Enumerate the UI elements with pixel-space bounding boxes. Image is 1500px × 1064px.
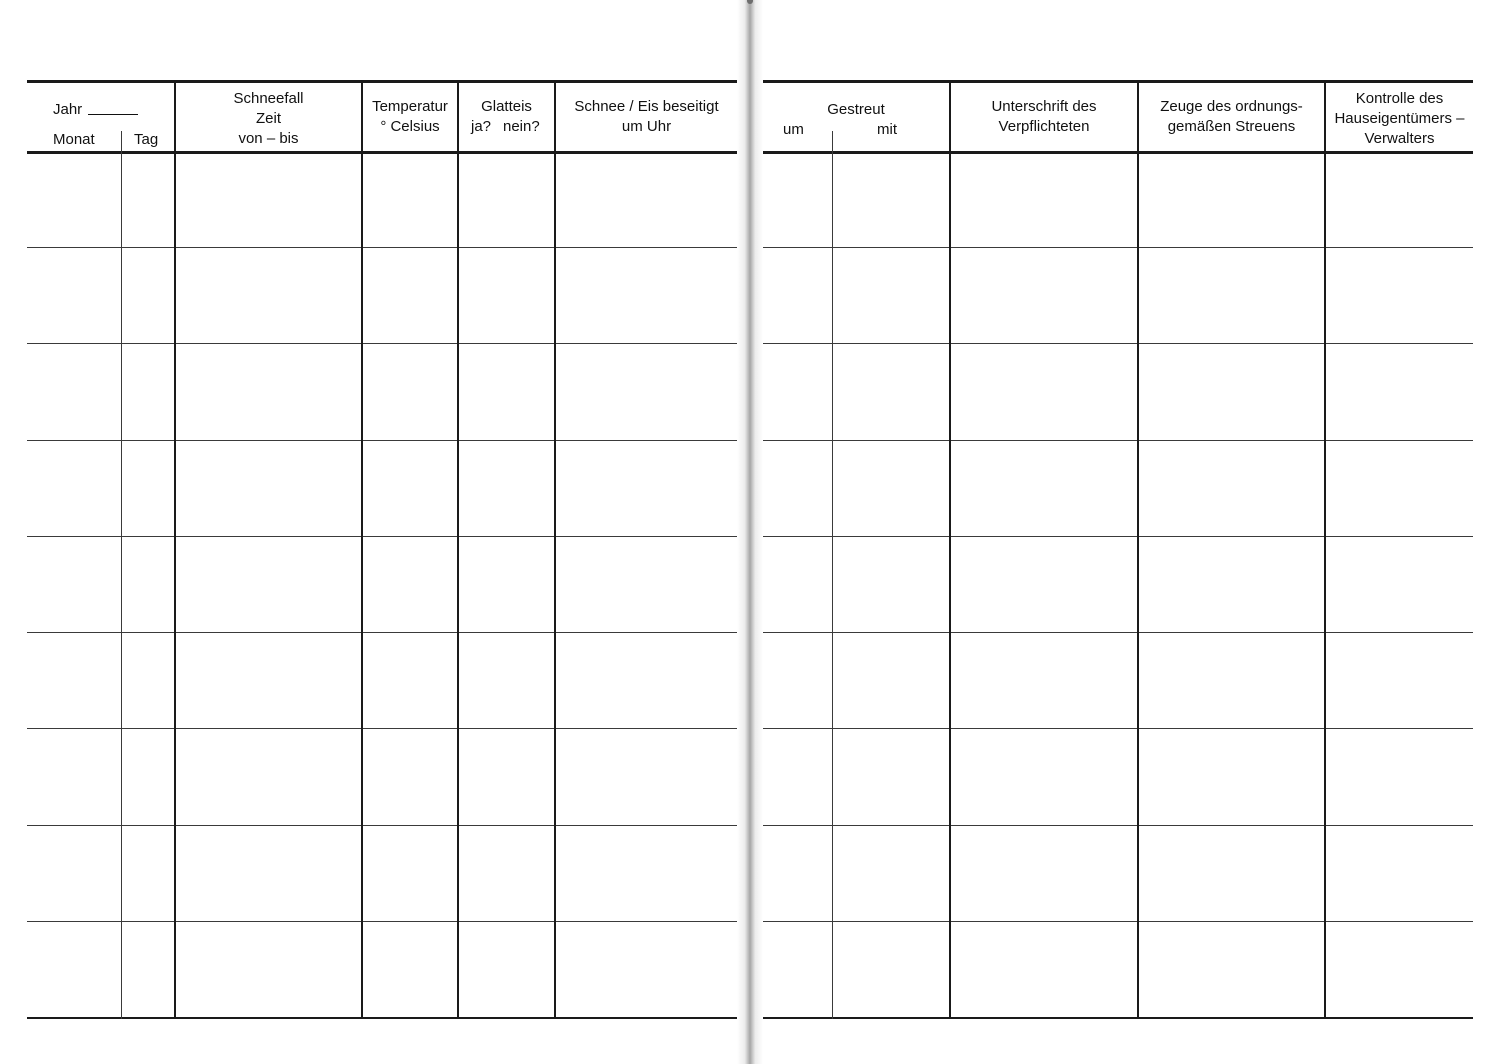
header-bottom-rule: [763, 151, 1473, 154]
column-divider: [1137, 82, 1139, 1019]
right-page: [757, 0, 1500, 1064]
tag-label: Tag: [134, 131, 159, 148]
column-divider: [554, 82, 556, 1019]
monat-tag-divider: [121, 131, 122, 1019]
row-rule: [27, 825, 737, 826]
row-rule: [763, 343, 1473, 344]
zeuge-line-2: gemäßen Streuens: [1167, 118, 1296, 135]
gestreut-label: Gestreut: [827, 101, 885, 118]
glatteis-header: [459, 97, 554, 117]
kontrolle-header: [1326, 89, 1473, 149]
mit-label: mit: [877, 121, 897, 138]
row-rule: [27, 632, 737, 633]
schneefall-header: [176, 89, 361, 149]
table-top-rule: [27, 80, 737, 83]
um-label: um: [783, 121, 804, 138]
glatteis-ja-label: ja?: [471, 118, 492, 135]
row-rule: [763, 825, 1473, 826]
row-rule: [763, 536, 1473, 537]
schneefall-line-3: von – bis: [238, 130, 299, 147]
monat-label: Monat: [53, 131, 95, 148]
unterschrift-line-1: Unterschrift des: [991, 98, 1097, 115]
table-bottom-rule: [27, 1017, 737, 1019]
row-rule: [27, 921, 737, 922]
um-mit-divider: [832, 131, 833, 1019]
schnee-eis-line-1: Schnee / Eis beseitigt: [574, 98, 719, 115]
row-rule: [763, 632, 1473, 633]
row-rule: [27, 728, 737, 729]
zeuge-line-1: Zeuge des ordnungs-: [1160, 98, 1303, 115]
temperatur-header: [363, 97, 457, 137]
column-divider: [361, 82, 363, 1019]
kontrolle-line-2: Hauseigentümers –: [1334, 110, 1465, 127]
schnee-eis-header: [556, 97, 737, 137]
row-rule: [763, 921, 1473, 922]
table-top-rule: [763, 80, 1473, 83]
table-bottom-rule: [763, 1017, 1473, 1019]
row-rule: [763, 728, 1473, 729]
row-rule: [763, 440, 1473, 441]
column-divider: [457, 82, 459, 1019]
schneefall-line-2: Zeit: [255, 110, 281, 127]
glatteis-label: Glatteis: [481, 98, 532, 115]
header-bottom-rule: [27, 151, 737, 154]
column-divider: [174, 82, 176, 1019]
row-rule: [27, 247, 737, 248]
row-rule: [763, 247, 1473, 248]
unterschrift-line-2: Verpflichteten: [998, 118, 1090, 135]
kontrolle-line-1: Kontrolle des: [1355, 90, 1444, 107]
left-page: [0, 0, 743, 1064]
jahr-fill-line: [88, 114, 138, 115]
row-rule: [27, 343, 737, 344]
schnee-eis-line-2: um Uhr: [621, 118, 672, 135]
schneefall-line-1: Schneefall: [233, 90, 304, 107]
row-rule: [27, 536, 737, 537]
gestreut-header: [763, 100, 949, 120]
unterschrift-header: [951, 97, 1137, 137]
temperatur-line-1: Temperatur: [372, 98, 448, 115]
kontrolle-line-3: Verwalters: [1364, 130, 1435, 147]
jahr-label: Jahr: [53, 101, 83, 118]
glatteis-nein-label: nein?: [503, 118, 540, 135]
row-rule: [27, 440, 737, 441]
zeuge-header: [1139, 97, 1324, 137]
temperatur-line-2: ° Celsius: [380, 118, 440, 135]
column-divider: [1324, 82, 1326, 1019]
column-divider: [949, 82, 951, 1019]
